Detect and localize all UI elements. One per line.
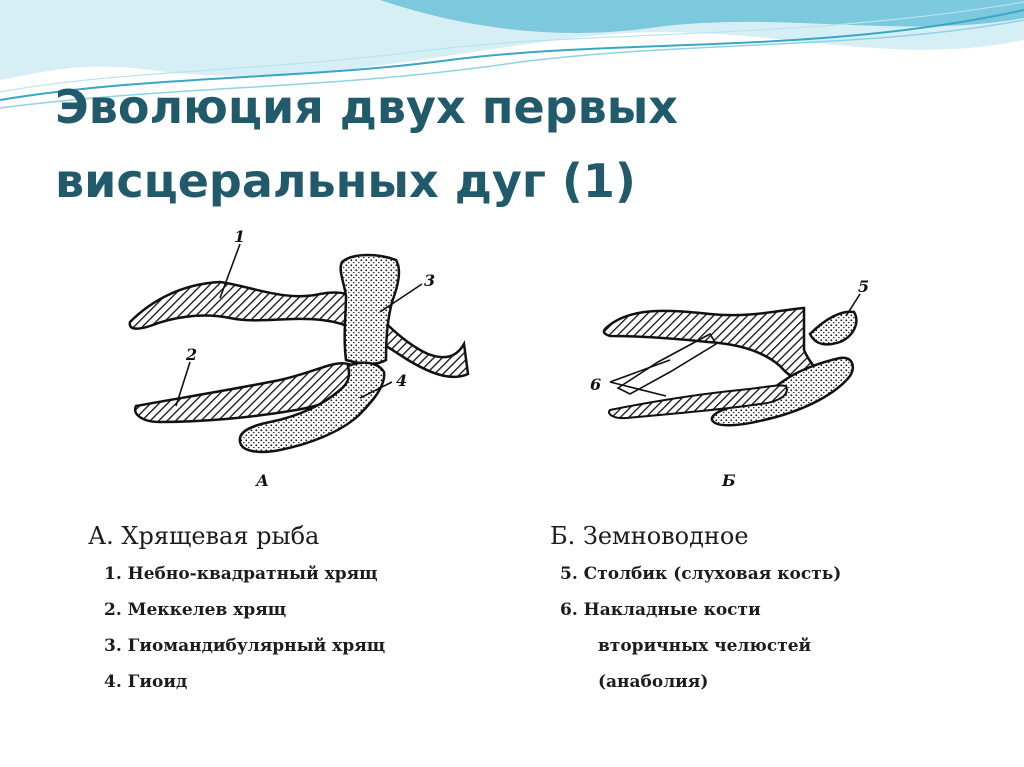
label-2: 2 xyxy=(186,345,198,364)
label-1: 1 xyxy=(234,227,246,246)
caption-item: 1. Небно-квадратный хрящ xyxy=(104,564,378,584)
label-4: 4 xyxy=(396,371,408,390)
panel-b-label: Б xyxy=(722,471,736,490)
caption-heading-a: А. Хрящевая рыба xyxy=(88,522,320,550)
caption-item: 2. Меккелев хрящ xyxy=(104,600,287,620)
panel-a-label: А xyxy=(256,471,270,490)
caption-column-b xyxy=(550,516,841,700)
caption-item: вторичных челюстей xyxy=(598,636,812,656)
title-line-2: висцеральных дуг (1) xyxy=(55,154,636,208)
caption-item: 6. Накладные кости xyxy=(560,600,761,620)
caption-heading-b: Б. Земноводное xyxy=(550,522,749,550)
arches-diagram xyxy=(110,214,888,504)
caption-item: 4. Гиоид xyxy=(104,672,188,692)
caption-item: (анаболия) xyxy=(598,672,709,692)
caption-item: 5. Столбик (слуховая кость) xyxy=(560,564,842,584)
label-3: 3 xyxy=(424,271,436,290)
label-5: 5 xyxy=(858,277,870,296)
caption-column-a xyxy=(88,516,385,700)
title-line-1: Эволюция двух первых xyxy=(55,80,678,134)
caption-item: 3. Гиомандибулярный хрящ xyxy=(104,636,386,656)
slide-title xyxy=(55,70,955,218)
label-6: 6 xyxy=(590,375,602,394)
